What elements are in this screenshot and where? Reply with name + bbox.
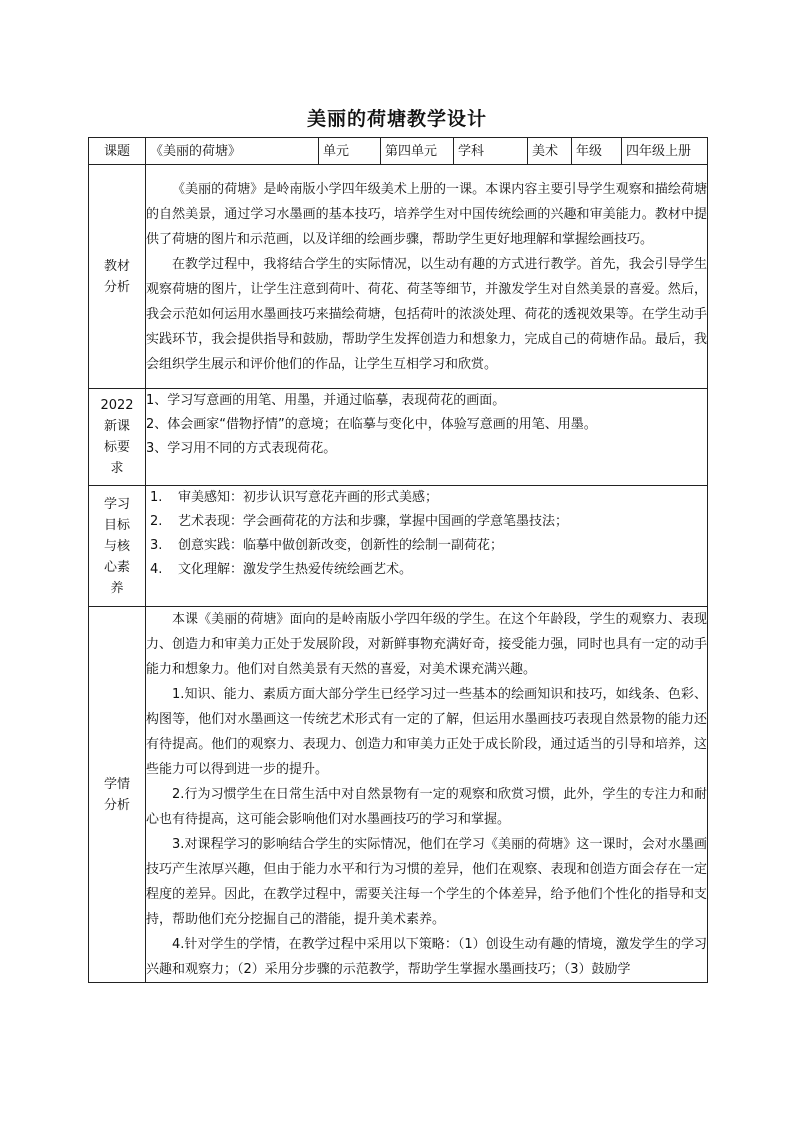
subject-value: 美术 (528, 138, 572, 165)
objective-item: 3. 创意实践：临摹中做创新改变，创新性的绘制一副荷花； (150, 538, 504, 553)
objective-item: 2. 艺术表现：学会画荷花的方法和步骤，掌握中国画的学意笔墨技法； (150, 514, 569, 529)
student-paragraph: 3.对课程学习的影响结合学生的实际情况，他们在学习《美丽的荷塘》这一课时，会对水墨画技巧产生浓厚兴趣，但由于能力水平和行为习惯的差异，他们在观察、表现和创造方面会存在一定程度的差异。因此，在教学过程中，需要关注每一个学生的个体差异，给予他们个性化的指导和支持，帮助他们充分挖掘自己的潜能，提升美术素养。 (146, 837, 707, 927)
curriculum-standards-row (89, 389, 708, 486)
grade-value: 四年级上册 (622, 138, 708, 165)
lesson-label: 课题 (89, 138, 146, 165)
student-paragraph: 1.知识、能力、素质方面大部分学生已经学习过一些基本的绘画知识和技巧，如线条、色彩、构图等，他们对水墨画这一传统艺术形式有一定的了解，但运用水墨画技巧表现自然景物的能力还有待提高。他们的观察力、表现力、创造力和审美力正处于成长阶段，通过适当的引导和培养，这些能力可以得到进一步的提升。 (146, 687, 707, 777)
student-analysis-label: 学情 分析 (89, 607, 146, 983)
material-analysis-row (89, 165, 708, 389)
lesson-value: 《美丽的荷塘》 (146, 138, 319, 165)
curriculum-standards-content (146, 389, 708, 486)
objective-item: 4. 文化理解：激发学生热爱传统绘画艺术。 (150, 562, 413, 577)
page-title: 美丽的荷塘教学设计 (306, 108, 487, 130)
student-paragraph: 4.针对学生的学情，在教学过程中采用以下策略：（1）创设生动有趣的情境，激发学生的学习兴趣和观察力；（2）采用分步骤的示范教学，帮助学生掌握水墨画技巧；（3）鼓励学 (146, 937, 707, 977)
material-analysis-label: 教材 分析 (89, 165, 146, 389)
student-paragraph: 2.行为习惯学生在日常生活中对自然景物有一定的观察和欣赏习惯，此外，学生的专注力和耐心也有待提高，这可能会影响他们对水墨画技巧的学习和掌握。 (146, 787, 707, 827)
student-analysis-row (89, 607, 708, 983)
standard-item: 3、学习用不同的方式表现荷花。 (146, 441, 337, 456)
material-paragraph: 《美丽的荷塘》是岭南版小学四年级美术上册的一课。本课内容主要引导学生观察和描绘荷塘的自然美景，通过学习水墨画的基本技巧，培养学生对中国传统绘画的兴趣和审美能力。教材中提供了荷塘的图片和示范画，以及详细的绘画步骤，帮助学生更好地理解和掌握绘画技巧。 (146, 181, 707, 247)
material-analysis-content (146, 165, 708, 389)
objective-item: 1. 审美感知：初步认识写意花卉画的形式美感； (150, 490, 439, 505)
unit-value: 第四单元 (381, 138, 454, 165)
student-paragraph: 本课《美丽的荷塘》面向的是岭南版小学四年级的学生。在这个年龄段，学生的观察力、表现力、创造力和审美力正处于发展阶段，对新鲜事物充满好奇，接受能力强，同时也具有一定的动手能力和想象力。他们对自然美景有天然的喜爱，对美术课充满兴趣。 (146, 612, 707, 677)
subject-label: 学科 (454, 138, 528, 165)
learning-objectives-row (89, 486, 708, 607)
curriculum-standards-label: 2022 新课 标要 求 (89, 389, 146, 486)
grade-label: 年级 (572, 138, 622, 165)
learning-objectives-label: 学习 目标 与核 心素 养 (89, 486, 146, 607)
learning-objectives-content (146, 486, 708, 607)
material-paragraph: 在教学过程中，我将结合学生的实际情况，以生动有趣的方式进行教学。首先，我会引导学生观察荷塘的图片，让学生注意到荷叶、荷花、荷茎等细节，并激发学生对自然美景的喜爱。然后，我会示范如何运用水墨画技巧来描绘荷塘，包括荷叶的浓淡处理、荷花的透视效果等。在学生动手实践环节，我会提供指导和鼓励，帮助学生发挥创造力和想象力，完成自己的荷塘作品。最后，我会组织学生展示和评价他们的作品，让学生互相学习和欣赏。 (146, 256, 707, 372)
standard-item: 2、体会画家“借物抒情”的意境；在临摹与变化中，体验写意画的用笔、用墨。 (146, 417, 597, 432)
standard-item: 1、学习写意画的用笔、用墨，并通过临摹，表现荷花的画面。 (146, 393, 506, 408)
header-row (89, 138, 708, 165)
lesson-plan-table (88, 137, 708, 983)
unit-label: 单元 (319, 138, 381, 165)
student-analysis-content (146, 607, 708, 983)
